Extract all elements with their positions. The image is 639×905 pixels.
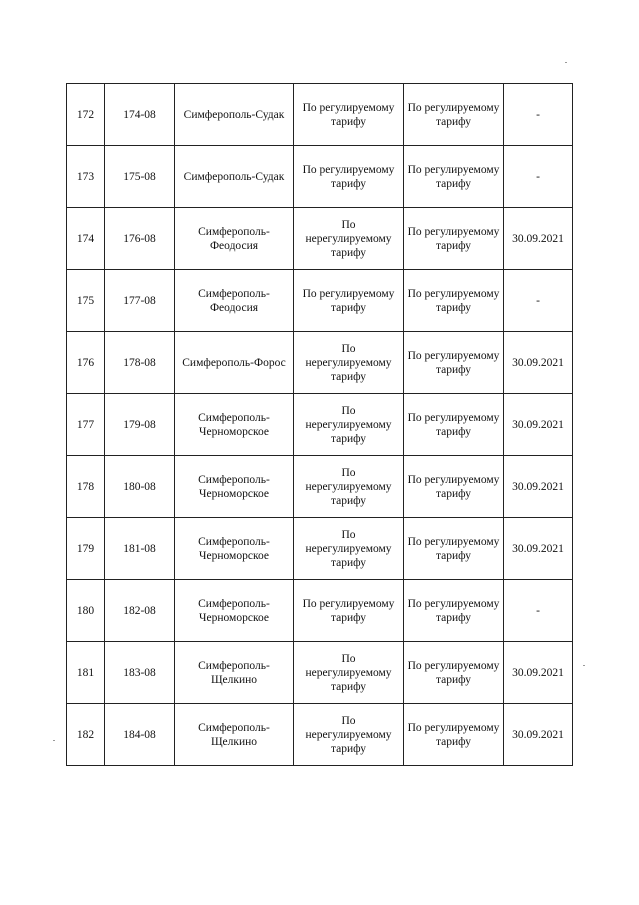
- table-row: [67, 394, 573, 456]
- end-date: 30.09.2021: [504, 704, 573, 766]
- route-name: Симферополь-Черноморское: [175, 518, 294, 580]
- row-number: 181: [67, 642, 105, 704]
- end-date: -: [504, 580, 573, 642]
- table-row: [67, 580, 573, 642]
- table-row: [67, 642, 573, 704]
- tariff-type-1: По нерегулируемому тарифу: [294, 704, 404, 766]
- end-date: -: [504, 146, 573, 208]
- tariff-type-2: По регулируемому тарифу: [404, 208, 504, 270]
- row-number: 174: [67, 208, 105, 270]
- end-date: -: [504, 84, 573, 146]
- tariff-type-2: По регулируемому тарифу: [404, 146, 504, 208]
- tariff-type-2: По регулируемому тарифу: [404, 642, 504, 704]
- tariff-type-2: По регулируемому тарифу: [404, 704, 504, 766]
- route-name: Симферополь-Черноморское: [175, 456, 294, 518]
- table-row: [67, 208, 573, 270]
- route-code: 174-08: [105, 84, 175, 146]
- tariff-type-1: По регулируемому тарифу: [294, 146, 404, 208]
- end-date: 30.09.2021: [504, 642, 573, 704]
- route-name: Симферополь-Черноморское: [175, 580, 294, 642]
- route-name: Симферополь-Щелкино: [175, 704, 294, 766]
- table-row: [67, 270, 573, 332]
- route-code: 175-08: [105, 146, 175, 208]
- table-row: [67, 146, 573, 208]
- tariff-type-1: По регулируемому тарифу: [294, 84, 404, 146]
- scan-speck: [583, 665, 585, 666]
- table-row: [67, 84, 573, 146]
- table-row: [67, 456, 573, 518]
- route-name: Симферополь-Черноморское: [175, 394, 294, 456]
- row-number: 180: [67, 580, 105, 642]
- table-row: [67, 332, 573, 394]
- tariff-type-1: По регулируемому тарифу: [294, 270, 404, 332]
- route-code: 176-08: [105, 208, 175, 270]
- route-code: 181-08: [105, 518, 175, 580]
- row-number: 179: [67, 518, 105, 580]
- row-number: 176: [67, 332, 105, 394]
- end-date: 30.09.2021: [504, 456, 573, 518]
- end-date: 30.09.2021: [504, 518, 573, 580]
- end-date: 30.09.2021: [504, 332, 573, 394]
- scan-speck: [565, 62, 567, 63]
- route-code: 178-08: [105, 332, 175, 394]
- route-code: 182-08: [105, 580, 175, 642]
- row-number: 182: [67, 704, 105, 766]
- row-number: 175: [67, 270, 105, 332]
- end-date: 30.09.2021: [504, 394, 573, 456]
- end-date: -: [504, 270, 573, 332]
- row-number: 178: [67, 456, 105, 518]
- routes-table-body: [67, 84, 573, 766]
- tariff-type-2: По регулируемому тарифу: [404, 518, 504, 580]
- routes-table: [66, 83, 573, 766]
- route-code: 177-08: [105, 270, 175, 332]
- end-date: 30.09.2021: [504, 208, 573, 270]
- tariff-type-2: По регулируемому тарифу: [404, 456, 504, 518]
- tariff-type-1: По регулируемому тарифу: [294, 580, 404, 642]
- route-name: Симферополь-Феодосия: [175, 270, 294, 332]
- tariff-type-2: По регулируемому тарифу: [404, 580, 504, 642]
- tariff-type-2: По регулируемому тарифу: [404, 394, 504, 456]
- route-code: 180-08: [105, 456, 175, 518]
- route-name: Симферополь-Форос: [175, 332, 294, 394]
- tariff-type-2: По регулируемому тарифу: [404, 332, 504, 394]
- row-number: 173: [67, 146, 105, 208]
- table-row: [67, 518, 573, 580]
- tariff-type-1: По нерегулируемому тарифу: [294, 332, 404, 394]
- tariff-type-1: По нерегулируемому тарифу: [294, 518, 404, 580]
- row-number: 177: [67, 394, 105, 456]
- tariff-type-1: По нерегулируемому тарифу: [294, 394, 404, 456]
- table-row: [67, 704, 573, 766]
- route-name: Симферополь-Щелкино: [175, 642, 294, 704]
- tariff-type-2: По регулируемому тарифу: [404, 84, 504, 146]
- route-name: Симферополь-Феодосия: [175, 208, 294, 270]
- tariff-type-1: По нерегулируемому тарифу: [294, 208, 404, 270]
- tariff-type-2: По регулируемому тарифу: [404, 270, 504, 332]
- route-code: 184-08: [105, 704, 175, 766]
- route-name: Симферополь-Судак: [175, 84, 294, 146]
- tariff-type-1: По нерегулируемому тарифу: [294, 642, 404, 704]
- route-name: Симферополь-Судак: [175, 146, 294, 208]
- route-code: 183-08: [105, 642, 175, 704]
- route-code: 179-08: [105, 394, 175, 456]
- tariff-type-1: По нерегулируемому тарифу: [294, 456, 404, 518]
- row-number: 172: [67, 84, 105, 146]
- scan-speck: [53, 740, 55, 741]
